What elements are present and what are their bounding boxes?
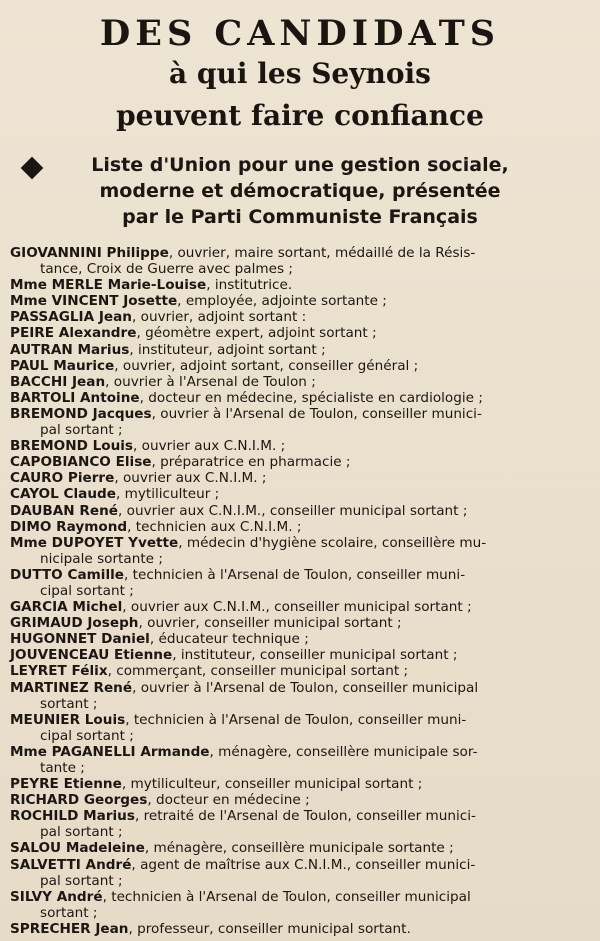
subhead-line-2: moderne et démocratique, présentée	[99, 180, 501, 202]
candidate-name: CAPOBIANCO Elise	[10, 454, 152, 471]
candidate-entry	[10, 840, 590, 856]
subhead-line-3: par le Parti Communiste Français	[122, 206, 478, 228]
candidate-description: , retraité de l'Arsenal de Toulon, conseiller munici-	[134, 808, 476, 825]
candidate-description: , préparatrice en pharmacie ;	[151, 454, 351, 471]
headline-line-1: DES CANDIDATS	[99, 13, 501, 54]
candidate-entry	[10, 503, 590, 519]
candidate-description: , ménagère, conseillère municipale sor-	[209, 743, 478, 760]
candidate-description: , technicien à l'Arsenal de Toulon, conseiller municipal	[102, 888, 471, 905]
candidate-description: , employée, adjointe sortante ;	[177, 293, 387, 310]
candidate-name: RICHARD Georges	[10, 792, 148, 809]
candidate-entry	[10, 519, 590, 535]
candidate-description: , géomètre expert, adjoint sortant ;	[136, 325, 377, 342]
candidate-name: BREMOND Louis	[10, 438, 134, 455]
candidate-name: MARTINEZ René	[10, 679, 133, 696]
candidate-description: , ouvrier à l'Arsenal de Toulon ;	[105, 373, 316, 390]
candidate-entry	[10, 857, 590, 889]
candidate-description: , institutrice.	[206, 277, 293, 294]
candidate-name: BREMOND Jacques	[10, 405, 152, 422]
candidate-description: , instituteur, conseiller municipal sortant ;	[172, 647, 458, 664]
candidate-name: GIOVANNINI Philippe	[10, 245, 169, 261]
candidate-entry	[10, 776, 590, 792]
candidate-name: JOUVENCEAU Etienne	[10, 647, 173, 664]
candidate-name: PEYRE Etienne	[10, 776, 122, 793]
candidate-name: Mme VINCENT Josette	[10, 293, 178, 310]
candidate-name: PAUL Maurice	[10, 357, 115, 374]
candidate-description: , commerçant, conseiller municipal sortant ;	[107, 663, 409, 680]
candidate-entry	[10, 808, 590, 840]
candidate-name: Mme PAGANELLI Armande	[10, 743, 210, 760]
candidate-entry	[10, 631, 590, 647]
candidate-description-continued: sortant ;	[40, 904, 98, 921]
candidate-description: , docteur en médecine, spécialiste en cardiologie ;	[139, 389, 483, 406]
candidate-name: ROCHILD Marius	[10, 808, 135, 825]
subhead	[0, 152, 600, 230]
candidate-description: , ouvrier aux C.N.I.M. ;	[133, 438, 286, 455]
candidate-description-continued: cipal sortant ;	[40, 727, 134, 744]
candidate-description: , médecin d'hygiène scolaire, conseillère mu-	[178, 534, 487, 551]
candidate-entry	[10, 486, 590, 502]
subhead-line-1: Liste d'Union pour une gestion sociale,	[91, 154, 509, 176]
candidate-description: , professeur, conseiller municipal sortant.	[128, 920, 411, 937]
candidate-description: , instituteur, adjoint sortant ;	[129, 341, 326, 358]
candidate-name: DIMO Raymond	[10, 518, 128, 535]
candidate-entry	[10, 325, 590, 341]
candidate-entry	[10, 680, 590, 712]
candidate-entry	[10, 535, 590, 567]
candidate-description: , ménagère, conseillère municipale sortante ;	[144, 840, 454, 857]
candidate-description: , mytiliculteur, conseiller municipal sortant ;	[121, 776, 423, 793]
candidate-name: DAUBAN René	[10, 502, 118, 519]
candidate-description: , ouvrier aux C.N.I.M., conseiller municipal sortant ;	[118, 502, 468, 519]
candidate-entry	[10, 454, 590, 470]
candidate-entry	[10, 406, 590, 438]
candidate-name: SALOU Madeleine	[10, 840, 145, 857]
candidate-description: , ouvrier, adjoint sortant, conseiller général ;	[114, 357, 419, 374]
candidate-name: CAURO Pierre	[10, 470, 115, 487]
candidate-entry	[10, 599, 590, 615]
candidate-entry	[10, 663, 590, 679]
candidate-description: , ouvrier à l'Arsenal de Toulon, conseiller municipal	[132, 679, 479, 696]
candidate-entry	[10, 921, 590, 937]
candidate-description: , technicien à l'Arsenal de Toulon, conseiller muni-	[123, 566, 466, 583]
candidate-name: AUTRAN Marius	[10, 341, 130, 358]
candidate-description-continued: pal sortant ;	[40, 422, 123, 439]
candidate-name: HUGONNET Daniel	[10, 631, 150, 648]
candidate-description-continued: tance, Croix de Guerre avec palmes ;	[40, 261, 294, 278]
candidate-list	[10, 245, 590, 937]
candidate-entry	[10, 309, 590, 325]
candidate-entry	[10, 358, 590, 374]
candidate-name: Mme DUPOYET Yvette	[10, 534, 179, 551]
candidate-description-continued: cipal sortant ;	[40, 582, 134, 599]
candidate-description-continued: pal sortant ;	[40, 872, 123, 889]
candidate-entry	[10, 245, 590, 277]
candidate-name: DUTTO Camille	[10, 566, 124, 583]
candidate-description: , ouvrier, conseiller municipal sortant ;	[138, 615, 402, 632]
candidate-entry	[10, 342, 590, 358]
candidate-name: BARTOLI Antoine	[10, 389, 140, 406]
candidate-entry	[10, 374, 590, 390]
candidate-name: SILVY André	[10, 888, 103, 905]
candidate-entry	[10, 792, 590, 808]
candidate-entry	[10, 438, 590, 454]
candidate-description: , technicien à l'Arsenal de Toulon, conseiller muni-	[125, 711, 467, 728]
candidate-name: MEUNIER Louis	[10, 711, 126, 728]
candidate-name: LEYRET Félix	[10, 663, 108, 680]
candidate-description-continued: sortant ;	[40, 695, 98, 712]
headline-line-2: à qui les Seynois	[169, 57, 431, 90]
candidate-name: CAYOL Claude	[10, 486, 116, 503]
candidate-description-continued: pal sortant ;	[40, 824, 123, 841]
candidate-entry	[10, 470, 590, 486]
candidate-description-continued: nicipale sortante ;	[40, 550, 163, 567]
candidate-entry	[10, 889, 590, 921]
candidate-description: , agent de maîtrise aux C.N.I.M., conseiller munici-	[131, 856, 476, 873]
candidate-description: , ouvrier, adjoint sortant :	[132, 309, 307, 326]
candidate-name: PASSAGLIA Jean	[10, 309, 132, 326]
candidate-entry	[10, 277, 590, 293]
candidate-name: Mme MERLE Marie-Louise	[10, 277, 207, 294]
candidate-entry	[10, 390, 590, 406]
candidate-description: , éducateur technique ;	[149, 631, 309, 648]
candidate-name: GRIMAUD Joseph	[10, 615, 139, 632]
headline-line-3: peuvent faire confiance	[116, 99, 484, 132]
candidate-description: , mytiliculteur ;	[115, 486, 220, 503]
candidate-name: SALVETTI André	[10, 856, 132, 873]
candidate-name: SPRECHER Jean	[10, 920, 129, 937]
candidate-description: , ouvrier aux C.N.I.M. ;	[114, 470, 267, 487]
candidate-description: , ouvrier à l'Arsenal de Toulon, conseiller munici-	[151, 405, 482, 422]
candidate-description: , technicien aux C.N.I.M. ;	[127, 518, 302, 535]
candidate-description: , ouvrier aux C.N.I.M., conseiller municipal sortant ;	[122, 599, 472, 616]
candidate-entry	[10, 744, 590, 776]
candidate-description-continued: tante ;	[40, 760, 85, 776]
candidate-entry	[10, 567, 590, 599]
candidate-description: , ouvrier, maire sortant, médaillé de la Résis-	[168, 245, 476, 261]
candidate-name: GARCIA Michel	[10, 599, 123, 616]
candidate-entry	[10, 615, 590, 631]
candidate-name: PEIRE Alexandre	[10, 325, 137, 342]
candidate-entry	[10, 712, 590, 744]
candidate-entry	[10, 293, 590, 309]
candidate-description: , docteur en médecine ;	[147, 792, 310, 809]
candidate-entry	[10, 647, 590, 663]
candidate-name: BACCHI Jean	[10, 373, 106, 390]
